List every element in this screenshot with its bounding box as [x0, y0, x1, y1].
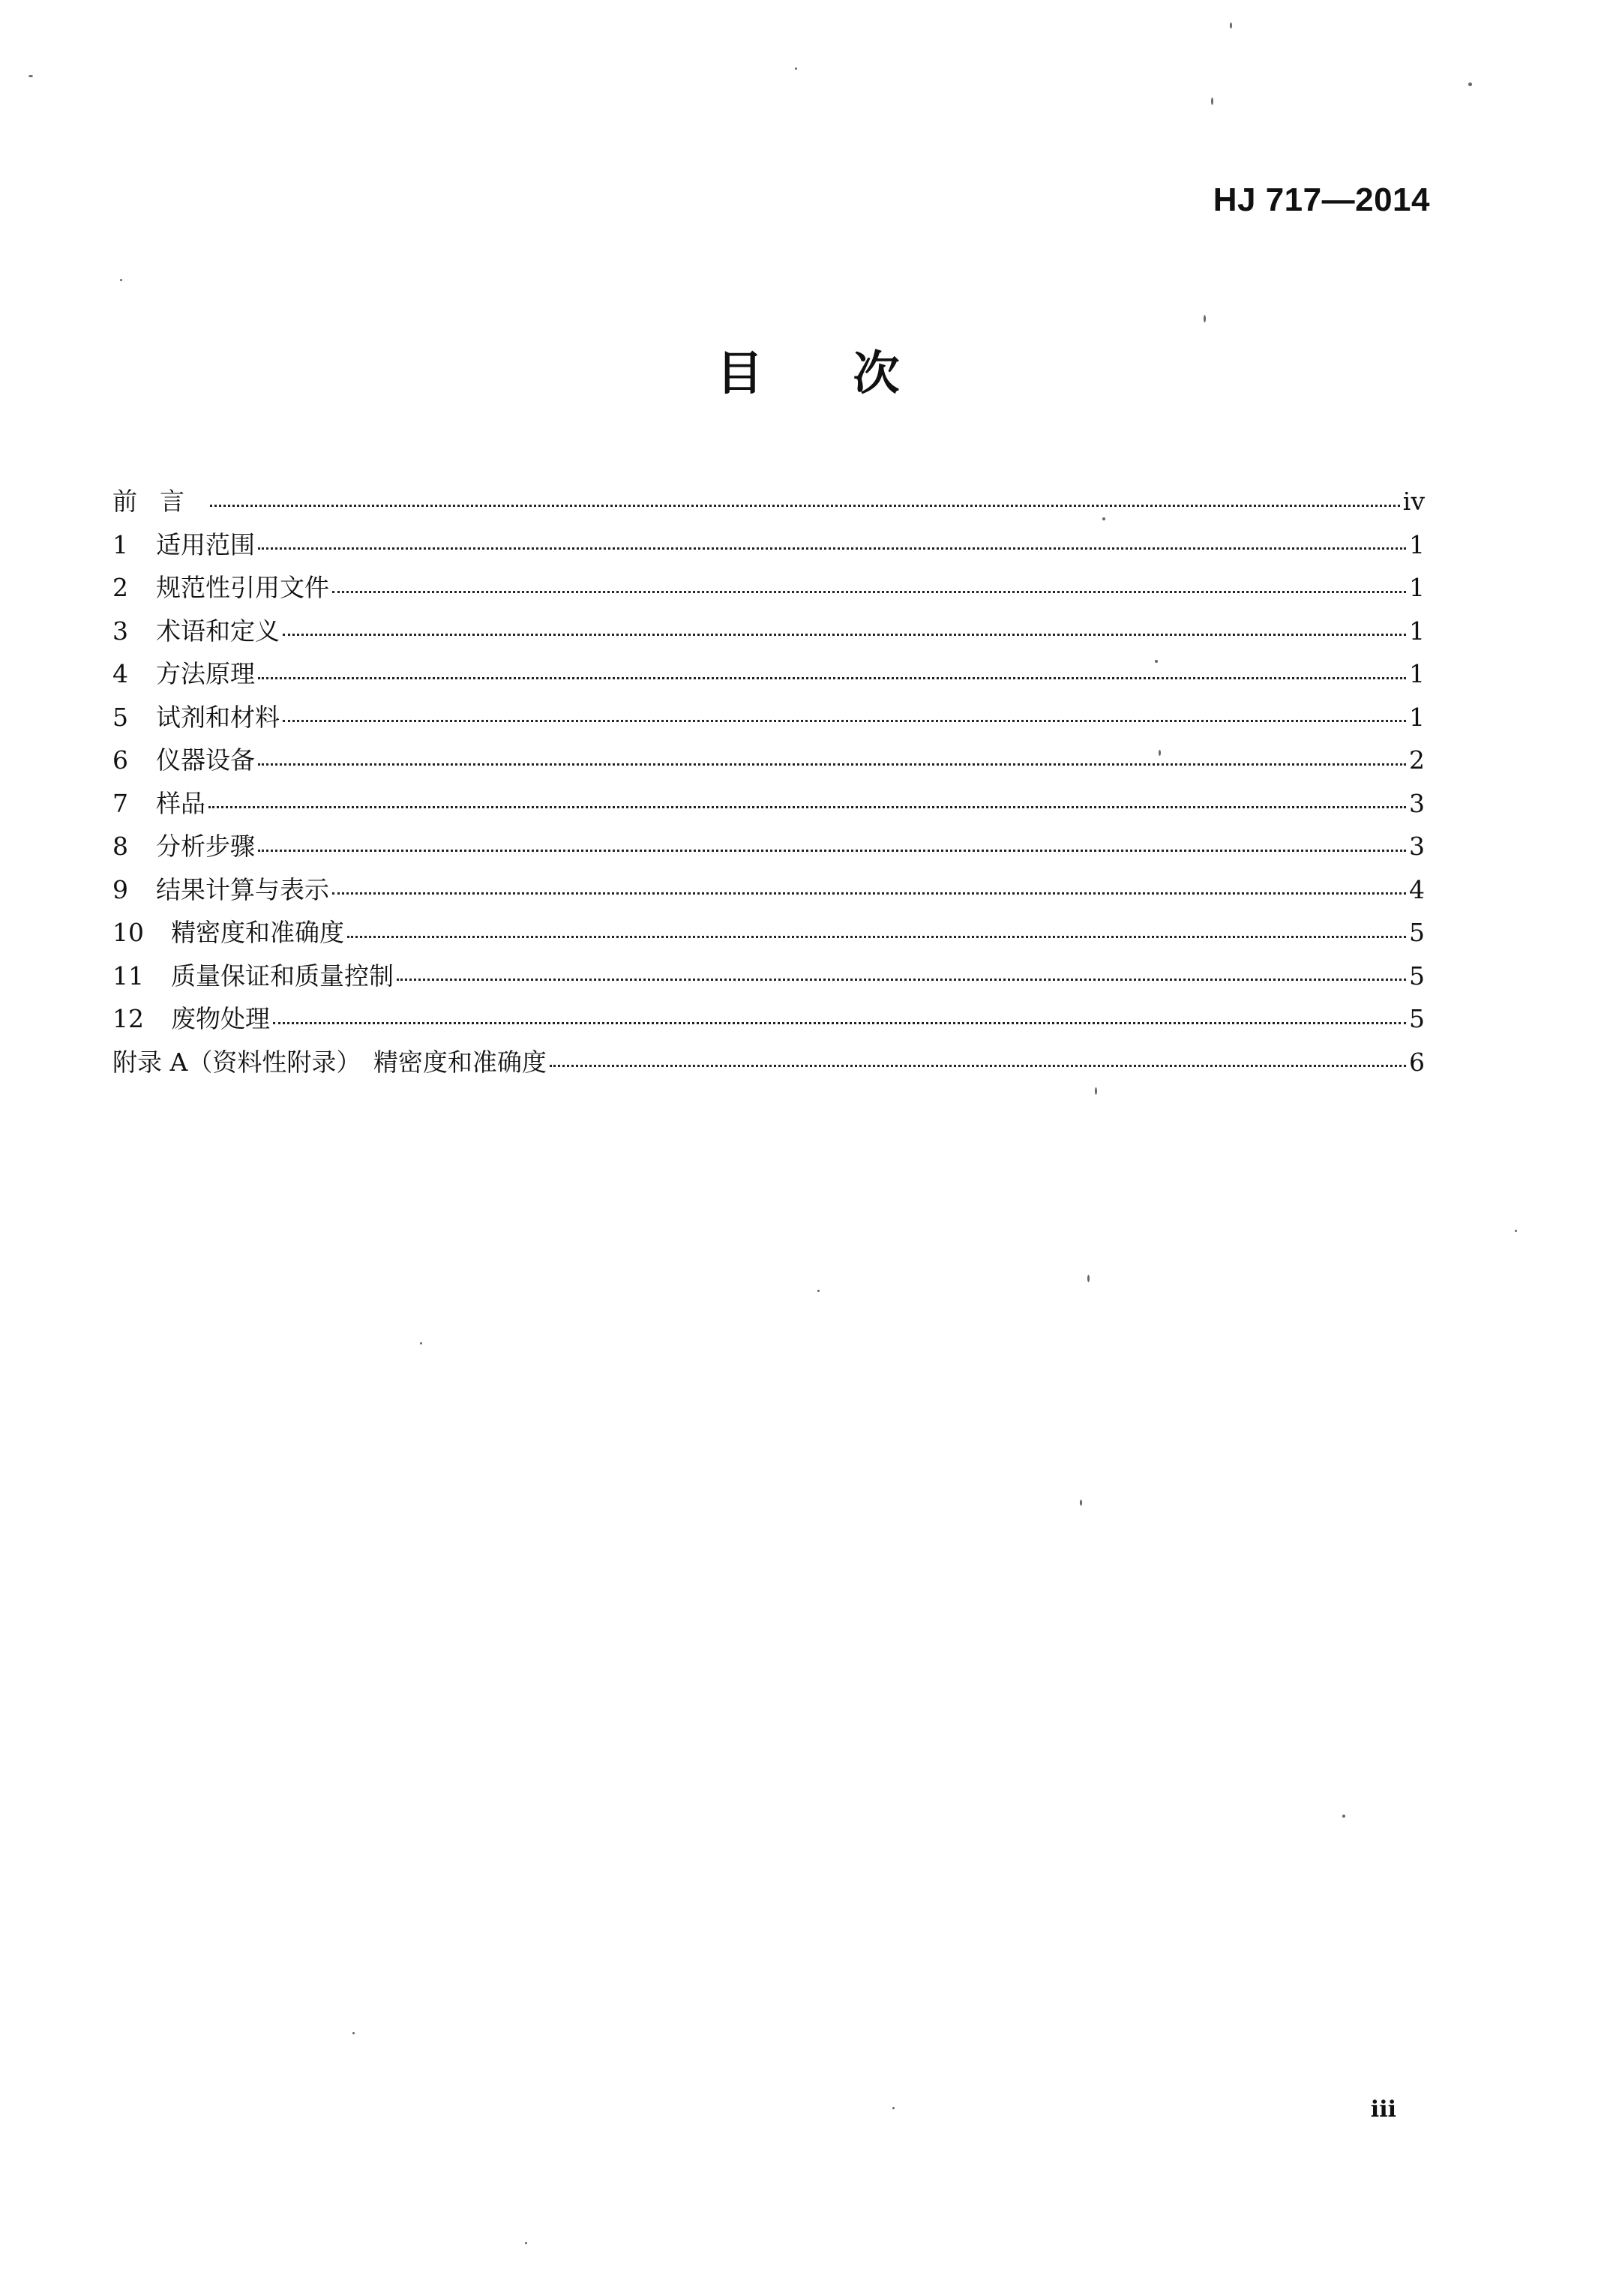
standard-code: HJ 717—2014 — [1213, 181, 1430, 218]
toc-entry-number: 8 — [112, 832, 128, 861]
scan-speck — [817, 1290, 820, 1292]
toc-entry-number: 7 — [112, 788, 128, 818]
toc-leader-dots — [332, 892, 1406, 895]
toc-entry-label: 仪器设备 — [156, 745, 255, 775]
toc-entry-label: 废物处理 — [171, 1004, 270, 1033]
scan-speck — [525, 2242, 527, 2244]
toc-entry-label: 附录 A（资料性附录） 精密度和准确度 — [112, 1047, 547, 1077]
toc-entry-label: 精密度和准确度 — [171, 918, 344, 947]
toc-entry-label: 规范性引用文件 — [156, 573, 329, 602]
toc-entry-12[interactable] — [112, 997, 1425, 1041]
toc-leader-dots — [258, 850, 1406, 852]
toc-leader-dots — [397, 979, 1406, 981]
toc-leader-dots — [550, 1065, 1406, 1067]
toc-entry-9[interactable] — [112, 868, 1425, 912]
toc-entry-foreword[interactable] — [112, 480, 1425, 523]
toc-entry-label: 结果计算与表示 — [156, 874, 329, 904]
toc-entry-label: 质量保证和质量控制 — [171, 961, 394, 991]
scan-speck — [1159, 750, 1161, 756]
scan-speck — [28, 75, 33, 77]
toc-entry-label: 样品 — [156, 788, 205, 818]
toc-entry-label: 方法原理 — [156, 659, 255, 688]
scan-speck — [120, 279, 122, 281]
toc-leader-dots — [283, 720, 1406, 722]
toc-title: 目次 — [716, 346, 990, 400]
toc-entry-page: 4 — [1409, 874, 1425, 904]
toc-entry-page: 1 — [1409, 659, 1425, 688]
toc-entry-number: 11 — [112, 961, 144, 991]
toc-entry-number: 12 — [112, 1004, 144, 1033]
toc-entry-label: 前言 — [112, 487, 207, 516]
toc-leader-dots — [258, 677, 1406, 679]
toc-entry-7[interactable] — [112, 782, 1425, 826]
scan-speck — [1102, 517, 1105, 520]
toc-entry-page: 5 — [1409, 961, 1425, 991]
toc-entry-page: 1 — [1409, 702, 1425, 732]
toc-leader-dots — [258, 763, 1406, 766]
scan-speck — [1342, 1815, 1345, 1818]
toc-entry-number: 4 — [112, 659, 128, 688]
toc-leader-dots — [208, 806, 1406, 808]
scan-speck — [1204, 315, 1206, 322]
scan-speck — [1095, 1087, 1097, 1095]
toc-entry-page: 5 — [1409, 1004, 1425, 1033]
toc-entry-number: 5 — [112, 702, 128, 732]
toc-entry-11[interactable] — [112, 955, 1425, 998]
toc-entry-page: 2 — [1409, 745, 1425, 775]
page-number: iii — [1370, 2097, 1396, 2123]
scan-speck — [1087, 1275, 1090, 1282]
scan-speck — [795, 67, 797, 70]
toc-entry-page: 5 — [1409, 918, 1425, 947]
toc-entry-5[interactable] — [112, 696, 1425, 739]
toc-entry-number: 3 — [112, 616, 128, 646]
toc-entry-page: 1 — [1409, 573, 1425, 602]
toc-entry-page: 3 — [1409, 788, 1425, 818]
toc-entry-label: 分析步骤 — [156, 832, 255, 861]
scan-speck — [420, 1342, 422, 1344]
toc-entry-6[interactable] — [112, 739, 1425, 782]
toc-entry-label: 试剂和材料 — [156, 702, 280, 732]
toc-entry-number: 1 — [112, 529, 128, 559]
scan-speck — [1515, 1230, 1517, 1232]
toc-entry-4[interactable] — [112, 652, 1425, 696]
toc-entry-number: 9 — [112, 874, 128, 904]
scan-speck — [1080, 1500, 1082, 1506]
toc-entry-page: 1 — [1409, 616, 1425, 646]
toc-entry-number: 6 — [112, 745, 128, 775]
toc-entry-1[interactable] — [112, 523, 1425, 567]
scan-speck — [1468, 82, 1472, 86]
toc-entry-2[interactable] — [112, 566, 1425, 610]
toc-leader-dots — [258, 547, 1406, 550]
toc-entry-page: 3 — [1409, 832, 1425, 861]
toc-entry-8[interactable] — [112, 825, 1425, 868]
toc-entry-page: iv — [1402, 487, 1425, 516]
toc-leader-dots — [283, 634, 1406, 636]
toc-entry-appendix-a[interactable] — [112, 1041, 1425, 1084]
toc-leader-dots — [347, 936, 1406, 938]
toc-entry-10[interactable] — [112, 911, 1425, 955]
toc-entry-label: 术语和定义 — [156, 616, 280, 646]
table-of-contents — [112, 480, 1425, 1084]
toc-leader-dots — [273, 1022, 1406, 1024]
scan-speck — [1211, 97, 1213, 105]
scan-speck — [1230, 22, 1232, 28]
toc-entry-label: 适用范围 — [156, 529, 255, 559]
scan-speck — [1155, 660, 1158, 663]
toc-leader-dots — [210, 505, 1400, 507]
scan-speck — [892, 2107, 895, 2109]
toc-entry-3[interactable] — [112, 610, 1425, 653]
toc-entry-number: 10 — [112, 918, 144, 947]
scan-speck — [352, 2032, 355, 2034]
toc-entry-number: 2 — [112, 573, 128, 602]
toc-entry-page: 6 — [1409, 1047, 1425, 1077]
toc-entry-page: 1 — [1409, 529, 1425, 559]
toc-leader-dots — [332, 591, 1406, 593]
